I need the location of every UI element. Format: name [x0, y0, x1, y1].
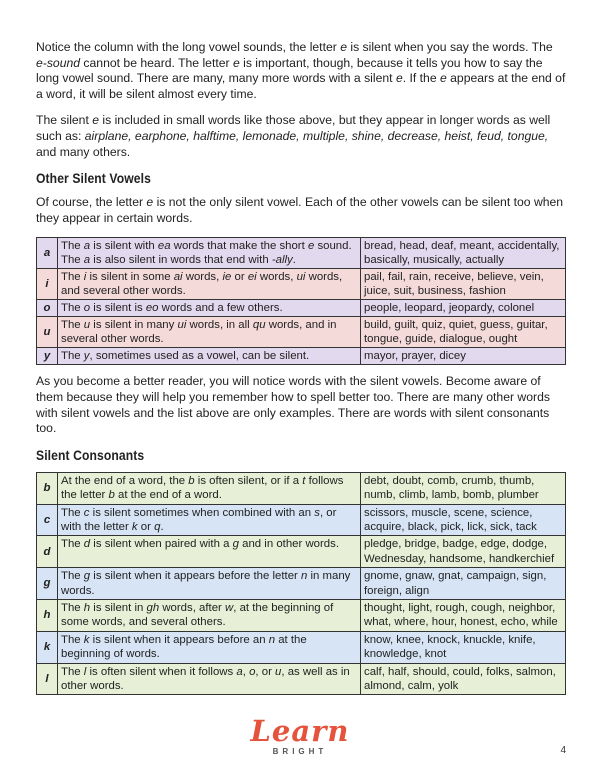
italic-text: e — [395, 71, 403, 86]
table-row — [37, 472, 566, 504]
italic-text: k — [83, 633, 90, 646]
text: is silent sometimes when combined with an — [89, 506, 315, 519]
italic-text: e-sound — [36, 55, 81, 70]
text: is silent when it appears before an — [89, 633, 269, 646]
text: , at the beginning of some words, and several others. — [61, 601, 334, 629]
text: is not the only silent vowel. Each of the other vowels can be silent too when they appear in certain words. — [36, 195, 564, 225]
text: . If the — [402, 71, 440, 86]
examples-cell: calf, half, should, could, folks, salmon, almond, calm, yolk — [361, 663, 566, 695]
italic-text: i — [83, 271, 87, 284]
letter-cell: h — [37, 599, 58, 631]
italic-text: u — [83, 319, 91, 332]
text: is silent when you say the words. The — [346, 40, 553, 54]
table-row — [37, 504, 566, 536]
table-row — [37, 269, 566, 300]
table-row — [37, 536, 566, 568]
italic-text: e — [307, 240, 315, 253]
italic-text: s — [314, 506, 320, 519]
letter-cell: u — [37, 317, 58, 348]
italic-text: c — [83, 506, 90, 519]
letter-cell: c — [37, 504, 58, 536]
text: The — [61, 240, 84, 253]
text: is silent in many — [90, 319, 178, 332]
italic-text: qu — [252, 319, 266, 332]
examples-cell: mayor, prayer, dicey — [361, 348, 566, 365]
text: is silent when paired with a — [90, 538, 233, 551]
text: is important, though, because it tells you how to say the long vowel sound. There are many, many more words with a silent — [36, 55, 543, 86]
italic-text: y — [83, 350, 90, 363]
italic-text: ea — [157, 240, 171, 253]
letter-cell: y — [37, 348, 58, 365]
description-cell — [58, 348, 361, 365]
text: at the beginning of words. — [61, 633, 307, 661]
italic-text: g — [232, 538, 239, 551]
italic-text: o — [249, 665, 256, 678]
text: Notice the column with the long vowel sounds, the letter — [36, 40, 341, 54]
text: or — [231, 271, 248, 284]
examples-cell: build, guilt, quiz, quiet, guess, guitar, tongue, guide, dialogue, ought — [361, 317, 566, 348]
page-content — [36, 40, 566, 704]
text: , as well as in other words. — [61, 665, 350, 692]
text: The — [61, 350, 84, 363]
italic-text: a — [83, 240, 91, 253]
italic-text: ai — [173, 271, 183, 284]
text: words and a few others. — [158, 302, 283, 315]
text: The — [61, 538, 84, 551]
examples-cell: debt, doubt, comb, crumb, thumb, numb, climb, lamb, bomb, plumber — [361, 472, 566, 504]
text: words that make the short — [170, 240, 308, 253]
italic-text: b — [188, 474, 195, 487]
italic-text: gh — [146, 601, 160, 614]
text: is often silent, or if a — [194, 474, 303, 487]
text: at the end of a word. — [114, 489, 222, 502]
examples-cell: people, leopard, jeopardy, colonel — [361, 300, 566, 317]
italic-text: w — [225, 601, 234, 614]
table-row — [37, 348, 566, 365]
italic-text: e — [340, 40, 347, 54]
text: and in other words. — [238, 538, 339, 551]
text: The — [61, 506, 84, 519]
description-cell — [58, 536, 361, 568]
description-cell — [58, 300, 361, 317]
intro-paragraph-1 — [36, 40, 566, 102]
text: The — [61, 302, 84, 315]
description-cell — [58, 504, 361, 536]
vowels-intro — [36, 195, 566, 226]
italic-text: eo — [145, 302, 159, 315]
text: , or — [255, 665, 276, 678]
examples-cell: pail, fail, rain, receive, believe, vein, juice, suit, business, fashion — [361, 269, 566, 300]
examples-cell: thought, light, rough, cough, neighbor, what, where, hour, honest, echo, while — [361, 599, 566, 631]
italic-text: n — [300, 570, 308, 583]
description-cell — [58, 599, 361, 631]
text: , — [242, 665, 250, 678]
italic-text: e — [439, 71, 447, 86]
text: Of course, the letter — [36, 195, 147, 210]
text: sound. The — [61, 240, 352, 267]
text: , or with the letter — [61, 506, 337, 533]
page-number: 4 — [560, 745, 566, 756]
description-cell — [58, 317, 361, 348]
italic-text: q — [154, 520, 161, 533]
text: The silent — [36, 113, 93, 128]
text: The — [61, 665, 84, 678]
text: words, — [182, 271, 223, 284]
text: At the end of a word, the — [61, 474, 189, 487]
italic-text: u — [275, 665, 282, 678]
text: cannot be heard. The letter — [80, 55, 233, 70]
italic-text: e — [232, 55, 240, 70]
text: words, in all — [186, 319, 253, 332]
text: and many others. — [36, 144, 131, 159]
text: is silent with — [90, 240, 158, 253]
examples-cell: bread, head, deaf, meant, accidentally, basically, musically, actually — [361, 238, 566, 269]
italic-text: ui — [177, 319, 187, 332]
text: appears at the end of a word, it will be silent almost every time. — [36, 71, 566, 101]
examples-cell: gnome, gnaw, gnat, campaign, sign, foreign, align — [361, 568, 566, 600]
text: is silent is — [90, 302, 146, 315]
text: or — [137, 520, 155, 533]
description-cell — [58, 663, 361, 695]
table-row — [37, 317, 566, 348]
text: , sometimes used as a vowel, can be silent. — [89, 350, 310, 363]
table-row — [37, 568, 566, 600]
italic-text: a — [236, 665, 243, 678]
letter-cell: i — [37, 269, 58, 300]
italic-text: h — [83, 601, 91, 614]
examples-cell: scissors, muscle, scene, science, acquire, black, pick, lick, sick, tack — [361, 504, 566, 536]
text: is often silent when it follows — [86, 665, 237, 678]
table-row — [37, 599, 566, 631]
text: The — [61, 319, 84, 332]
letter-cell: l — [37, 663, 58, 695]
table-row — [37, 238, 566, 269]
middle-paragraph: As you become a better reader, you will notice words with the silent vowels. Become aware of them because they will help you remember how to spell better too. There are many other words with silent vowels and the list above are only examples. There are words with silent consonants too. — [36, 374, 550, 436]
examples-cell: know, knee, knock, knuckle, knife, knowledge, knot — [361, 631, 566, 663]
text: words, after — [159, 601, 225, 614]
text: The — [61, 570, 84, 583]
text: words, and several other words. — [61, 271, 343, 298]
text: . — [160, 520, 164, 533]
silent-consonants-table — [36, 472, 566, 696]
text: is silent in some — [86, 271, 174, 284]
italic-text: ei — [247, 271, 257, 284]
text: words, and in several other words. — [61, 319, 337, 346]
letter-cell: b — [37, 472, 58, 504]
description-cell — [58, 238, 361, 269]
logo-word: Learn — [250, 714, 350, 748]
text: is also silent in words that end with — [90, 254, 272, 267]
examples-cell: pledge, bridge, badge, edge, dodge, Wednesday, handsome, handkerchief — [361, 536, 566, 568]
table-row — [37, 663, 566, 695]
text: . — [292, 254, 296, 267]
italic-text: e — [146, 195, 154, 210]
vowels-heading: Other Silent Vowels — [36, 171, 151, 187]
intro-paragraph-2 — [36, 113, 566, 160]
description-cell — [58, 631, 361, 663]
italic-text: ui — [296, 271, 306, 284]
italic-text: a — [83, 254, 91, 267]
italic-text: -ally — [271, 254, 293, 267]
text: The — [61, 633, 84, 646]
italic-text: airplane, earphone, halftime, lemonade, multiple, shine, decrease, heist, feud, tongue, — [84, 128, 549, 143]
text: The — [61, 601, 84, 614]
text: is included in small words like those above, but they appear in longer words as well such as: — [36, 113, 551, 143]
italic-text: l — [83, 665, 87, 678]
consonants-heading: Silent Consonants — [36, 447, 145, 463]
letter-cell: k — [37, 631, 58, 663]
silent-vowels-table — [36, 237, 566, 365]
table-row — [37, 631, 566, 663]
logo-subtitle: BRIGHT — [272, 747, 328, 756]
italic-text: e — [92, 113, 100, 128]
text: The — [61, 271, 84, 284]
learn-bright-logo — [0, 716, 600, 756]
italic-text: k — [131, 520, 138, 533]
description-cell — [58, 472, 361, 504]
letter-cell: o — [37, 300, 58, 317]
letter-cell: a — [37, 238, 58, 269]
text: is silent when it appears before the letter — [90, 570, 301, 583]
italic-text: g — [83, 570, 91, 583]
description-cell — [58, 269, 361, 300]
italic-text: b — [108, 489, 115, 502]
letter-cell: g — [37, 568, 58, 600]
text: is silent in — [90, 601, 147, 614]
text: follows the letter — [61, 474, 344, 502]
text: words, — [256, 271, 297, 284]
italic-text: t — [302, 474, 306, 487]
italic-text: o — [83, 302, 91, 315]
letter-cell: d — [37, 536, 58, 568]
italic-text: ie — [222, 271, 232, 284]
table-row — [37, 300, 566, 317]
italic-text: n — [268, 633, 276, 646]
description-cell — [58, 568, 361, 600]
italic-text: d — [83, 538, 91, 551]
text: in many words. — [61, 570, 351, 597]
